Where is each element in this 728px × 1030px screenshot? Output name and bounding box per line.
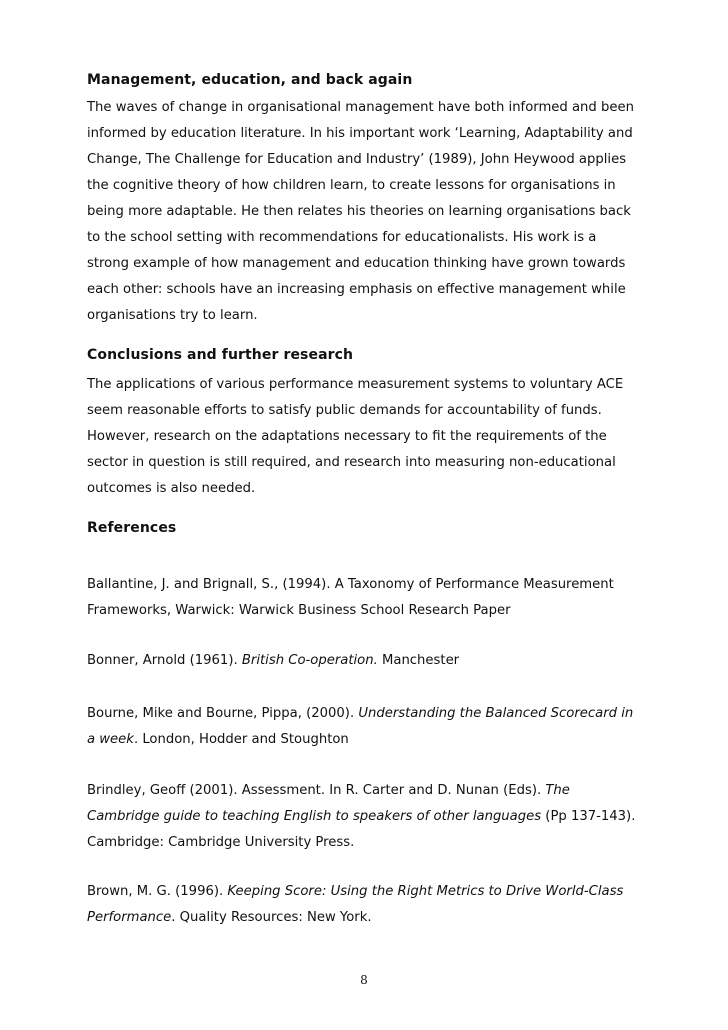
paragraph-line: strong example of how management and education thinking have grown towards <box>87 256 626 271</box>
reference-line: Cambridge: Cambridge University Press. <box>87 835 355 850</box>
reference-title: Cambridge guide to teaching English to speakers of other languages <box>87 809 542 824</box>
section-heading-management: Management, education, and back again <box>87 72 413 88</box>
paragraph-line: seem reasonable efforts to satisfy public demands for accountability of funds. <box>87 403 602 418</box>
reference-publisher: Manchester <box>377 653 460 668</box>
reference-line <box>87 727 647 753</box>
reference-title: Performance <box>87 910 172 925</box>
reference-title: British Co-operation. <box>241 653 378 668</box>
paragraph-line: organisations try to learn. <box>87 308 258 323</box>
reference-publisher: . Quality Resources: New York. <box>171 910 372 925</box>
reference-item <box>87 701 647 753</box>
reference-publisher: . London, Hodder and Stoughton <box>133 732 349 747</box>
paragraph-line: each other: schools have an increasing emphasis on effective management while <box>87 282 626 297</box>
reference-line <box>87 648 647 674</box>
section-heading-references: References <box>87 520 177 536</box>
section-heading-conclusions: Conclusions and further research <box>87 347 354 363</box>
paragraph-line: the cognitive theory of how children learn, to create lessons for organisations in <box>87 178 616 193</box>
paragraph-line: Change, The Challenge for Education and Industry’ (1989), John Heywood applies <box>87 152 627 167</box>
reference-author: Brindley, Geoff (2001). Assessment. In R. Carter and D. Nunan (Eds). <box>87 783 546 798</box>
paragraph-line: being more adaptable. He then relates his theories on learning organisations back <box>87 204 631 219</box>
reference-author: Bonner, Arnold (1961). <box>87 653 242 668</box>
reference-title: Understanding the Balanced Scorecard in <box>358 706 634 721</box>
reference-item <box>87 648 647 674</box>
reference-title: Keeping Score: Using the Right Metrics to Drive World-Class <box>227 884 624 899</box>
paragraph-line: However, research on the adaptations necessary to fit the requirements of the <box>87 429 607 444</box>
paragraph-line: The waves of change in organisational management have both informed and been <box>87 100 634 115</box>
reference-author: Brown, M. G. (1996). <box>87 884 228 899</box>
reference-item <box>87 572 647 624</box>
reference-title: The <box>545 783 570 798</box>
paragraph-line: The applications of various performance measurement systems to voluntary ACE <box>87 377 624 392</box>
paragraph-line: outcomes is also needed. <box>87 481 256 496</box>
paragraph-line: to the school setting with recommendations for educationalists. His work is a <box>87 230 597 245</box>
reference-pages: (Pp 137-143). <box>541 809 636 824</box>
reference-line <box>87 905 647 931</box>
reference-item <box>87 879 647 931</box>
reference-author: Bourne, Mike and Bourne, Pippa, (2000). <box>87 706 359 721</box>
conclusions-paragraph <box>87 372 647 502</box>
page-number: 8 <box>360 973 368 987</box>
paragraph-line: informed by education literature. In his important work ‘Learning, Adaptability and <box>87 126 633 141</box>
reference-line <box>87 804 647 830</box>
reference-line: Frameworks, Warwick: Warwick Business School Research Paper <box>87 603 511 618</box>
paragraph-line: sector in question is still required, and research into measuring non-educational <box>87 455 616 470</box>
management-paragraph <box>87 95 647 329</box>
reference-line <box>87 701 647 727</box>
reference-line <box>87 778 647 804</box>
reference-item <box>87 778 647 856</box>
reference-line: Ballantine, J. and Brignall, S., (1994). A Taxonomy of Performance Measurement <box>87 577 614 592</box>
reference-title: a week <box>87 732 134 747</box>
reference-line <box>87 879 647 905</box>
